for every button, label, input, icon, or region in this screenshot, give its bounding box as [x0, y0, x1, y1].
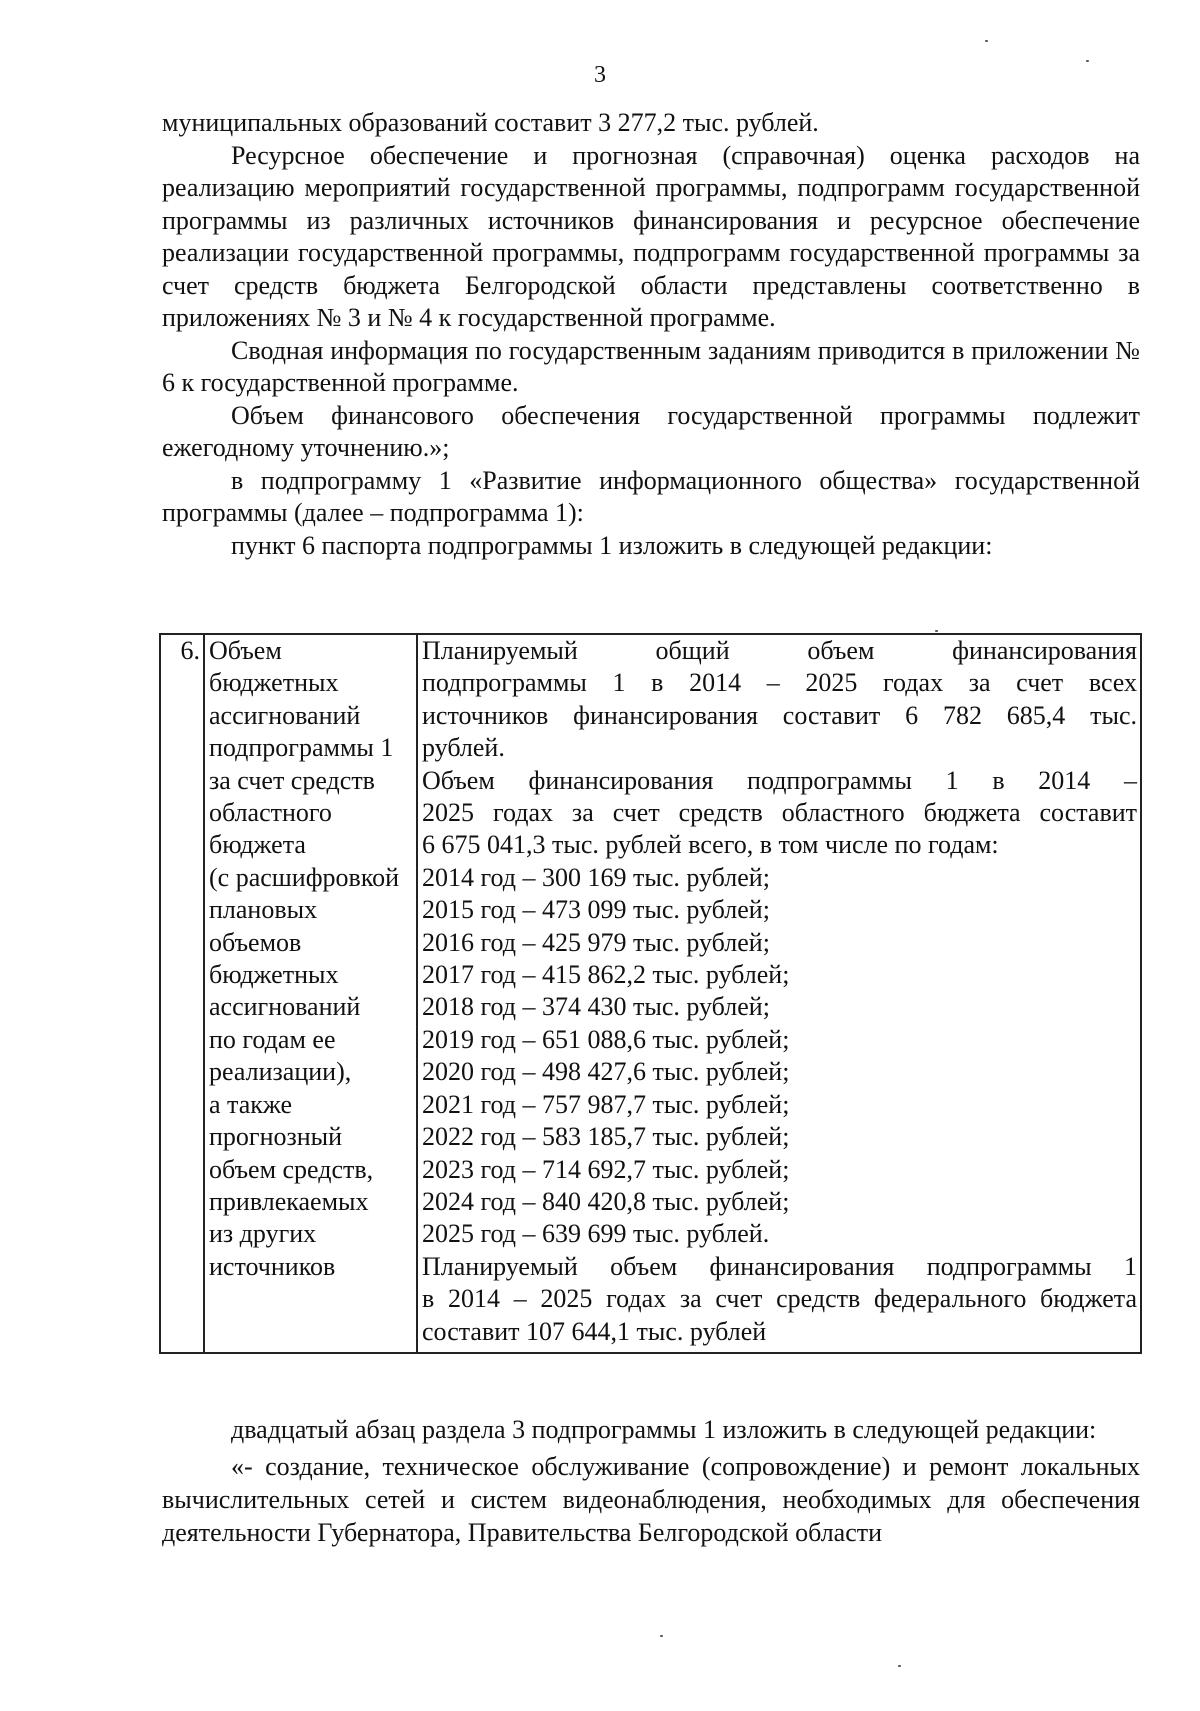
intro-line: муниципальных образований составит 3 277,2 тыс. рублей.	[162, 108, 819, 137]
funding-year-line: 2019 год – 651 088,6 тыс. рублей;	[422, 1024, 790, 1054]
row-title-cell	[204, 634, 417, 1353]
outro-text	[162, 1413, 1140, 1549]
funding-year-line: 2018 год – 374 430 тыс. рублей;	[422, 992, 770, 1022]
row-title-line: источников	[209, 1251, 336, 1281]
row-title-line: реализации),	[209, 1057, 352, 1087]
row-title-line: по годам ее	[209, 1024, 336, 1054]
row-title-line: бюджета	[209, 830, 306, 860]
funding-text-line: Планируемый общий объем финансирования	[422, 636, 1137, 665]
funding-year-line: 2017 год – 415 862,2 тыс. рублей;	[422, 960, 790, 990]
row-title-line: бюджетных	[209, 668, 339, 698]
funding-year-line: 2014 год – 300 169 тыс. рублей;	[422, 862, 770, 892]
scan-speck	[660, 1635, 663, 1637]
funding-text-line: источников финансирования составит 6 782 685,4 тыс.	[422, 700, 1137, 730]
row-title-line: прогнозный	[209, 1122, 343, 1152]
paragraph-subprogram: в подпрограмму 1 «Развитие информационного общества» государственной программы (далее – подпрограмма 1):	[162, 465, 1140, 527]
row-title-line: (с расшифровкой	[209, 862, 400, 892]
paragraph-passport-item: пункт 6 паспорта подпрограммы 1 изложить в следующей редакции:	[231, 530, 993, 560]
intro-text	[162, 107, 1140, 562]
paragraph-funding-update: Объем финансового обеспечения государственной программы подлежит ежегодному уточнению.»;	[162, 400, 1140, 462]
funding-year-line: 2015 год – 473 099 тыс. рублей;	[422, 895, 770, 925]
funding-text-line: 2025 годах за счет средств областного бюджета составит	[422, 798, 1137, 828]
row-title-line: а также	[209, 1089, 293, 1119]
funding-year-line: 2023 год – 714 692,7 тыс. рублей;	[422, 1154, 790, 1184]
paragraph-resources: Ресурсное обеспечение и прогнозная (справочная) оценка расходов на реализацию мероприятий государственной программы, подпрограмм государственной программы из различных источников финансирования и ресурсное обеспечение реализации государственной программы, подпрограмм государственной программы за счет средств бюджета Белгородской области представлены соответственно в приложениях № 3 и № 4 к государственной программе.	[162, 140, 1140, 332]
scan-speck	[935, 630, 938, 632]
funding-year-line: 2025 год – 639 699 тыс. рублей.	[422, 1219, 770, 1249]
funding-year-line: 2024 год – 840 420,8 тыс. рублей;	[422, 1186, 790, 1216]
row-value-cell	[417, 634, 1141, 1353]
funding-year-line: 2020 год – 498 427,6 тыс. рублей;	[422, 1057, 790, 1087]
page-number: 3	[594, 62, 606, 88]
funding-year-line: 2022 год – 583 185,7 тыс. рублей;	[422, 1122, 790, 1152]
row-title-line: областного	[209, 798, 332, 828]
paragraph-state-tasks: Сводная информация по государственным заданиям приводится в приложении № 6 к государственной программе.	[162, 335, 1140, 397]
funding-text-line: Объем финансирования подпрограммы 1 в 2014 –	[422, 765, 1137, 795]
funding-text-line: в 2014 – 2025 годах за счет средств федерального бюджета	[422, 1284, 1137, 1314]
row-title-line: Объем	[209, 636, 282, 665]
row-title-line: за счет средств	[209, 765, 375, 795]
scan-speck	[1086, 60, 1089, 62]
row-title-line: из других	[209, 1219, 317, 1249]
row-title-line: подпрограммы 1	[209, 733, 394, 763]
row-number: 6.	[160, 634, 204, 1353]
paragraph-quote: «- создание, техническое обслуживание (сопровождение) и ремонт локальных вычислительных сетей и систем видеонаблюдения, необходимых для обеспечения деятельности Губернатора, Правительства Белгородской области	[162, 1452, 1140, 1547]
table-row	[160, 634, 1141, 1353]
paragraph-twentieth: двадцатый абзац раздела 3 подпрограммы 1 изложить в следующей редакции:	[231, 1415, 1097, 1444]
row-title-line: плановых	[209, 895, 318, 925]
row-title-line: объем средств,	[209, 1154, 374, 1184]
funding-text-line: подпрограммы 1 в 2014 – 2025 годах за счет всех	[422, 668, 1137, 698]
row-title-line: ассигнований	[209, 992, 361, 1022]
funding-year-line: 2016 год – 425 979 тыс. рублей;	[422, 927, 770, 957]
funding-text-line: рублей.	[422, 733, 505, 763]
scan-speck	[985, 40, 988, 42]
row-title-line: привлекаемых	[209, 1186, 369, 1216]
funding-text-line: Планируемый объем финансирования подпрограммы 1	[422, 1251, 1137, 1281]
scan-speck	[898, 1665, 901, 1667]
funding-text-line: 6 675 041,3 тыс. рублей всего, в том числе по годам:	[422, 830, 999, 860]
row-title-line: объемов	[209, 927, 302, 957]
row-title-line: ассигнований	[209, 700, 361, 730]
funding-text-line: составит 107 644,1 тыс. рублей	[422, 1316, 767, 1346]
row-title-line: бюджетных	[209, 960, 339, 990]
funding-year-line: 2021 год – 757 987,7 тыс. рублей;	[422, 1089, 790, 1119]
passport-table	[159, 633, 1142, 1354]
